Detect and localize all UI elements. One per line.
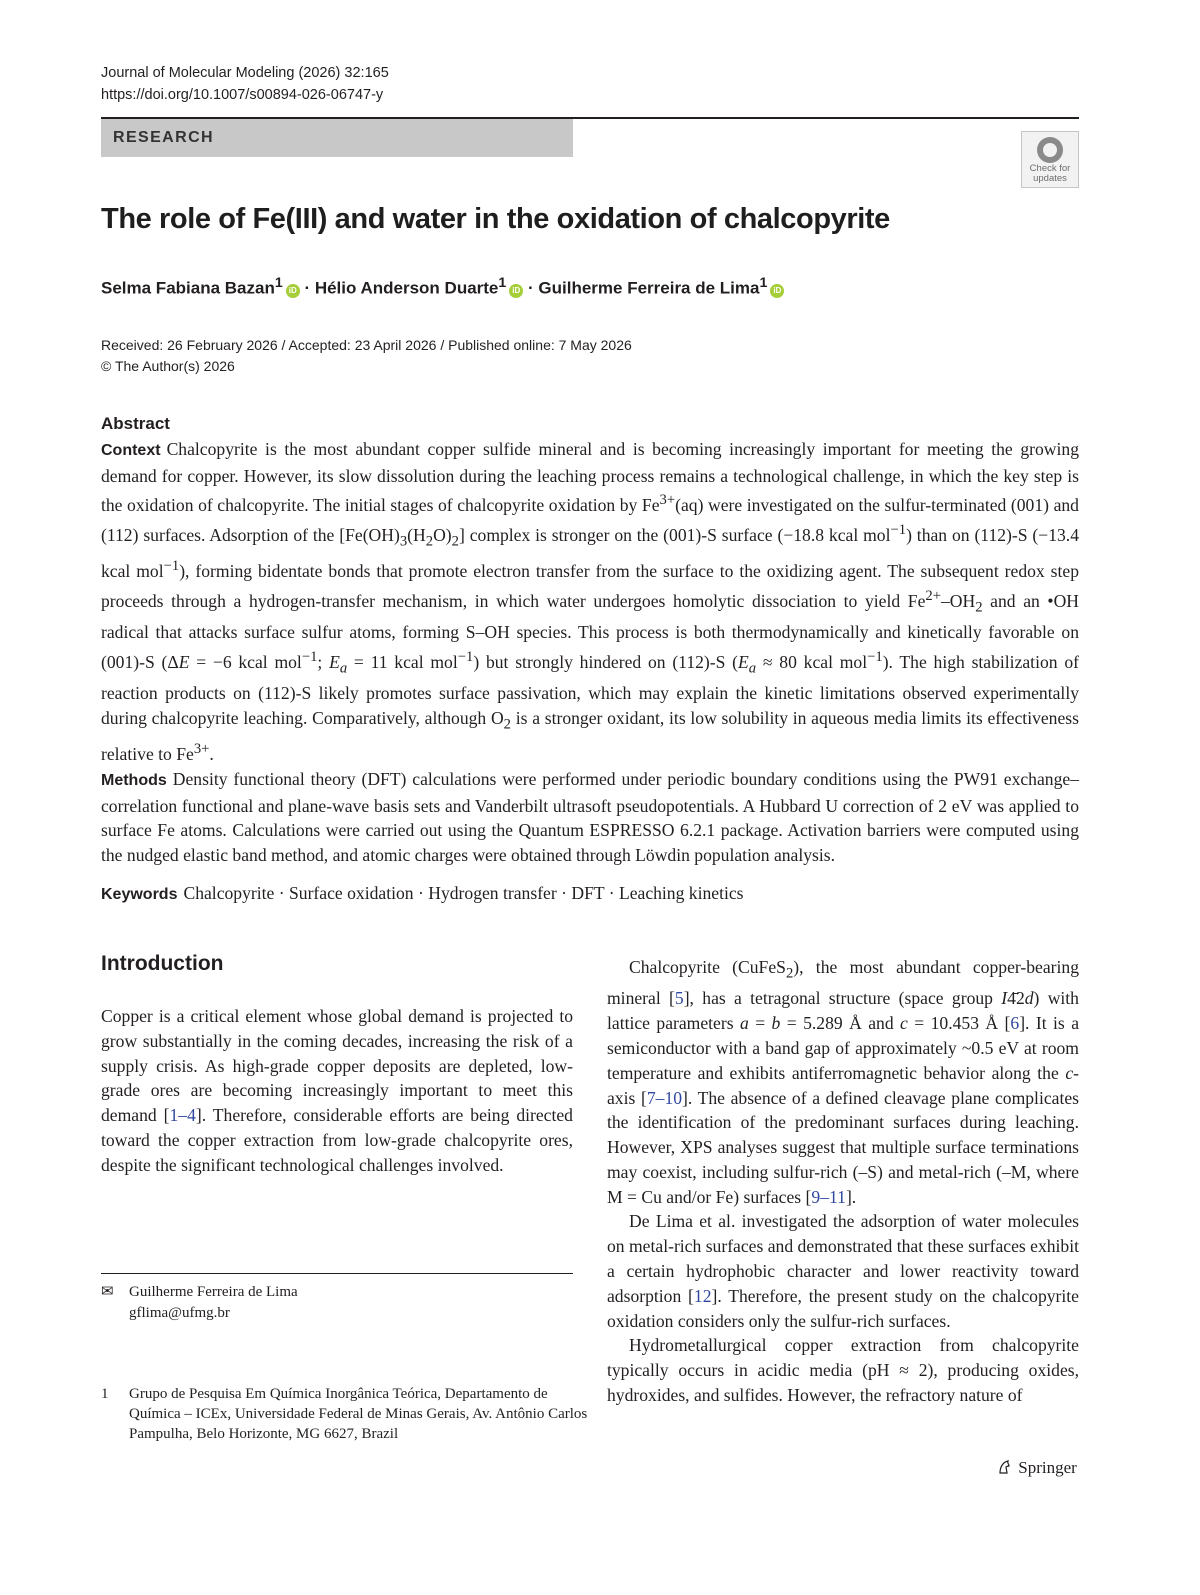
author-name[interactable]: Hélio Anderson Duarte <box>314 278 499 298</box>
methods-text: Density functional theory (DFT) calculations were performed under periodic boundary conditions using the PW91 exchange–correlation functional and plane-wave basis sets and Vanderbilt ultrasoft pseudopotentials. A Hubbard U correction of 2 eV was applied to surface Fe atoms. Calculations were carried out using the Quantum ESPRESSO 6.2.1 package. Activation barriers were computed using the nudged elastic band method, and atomic charges were obtained through Löwdin population analysis. <box>101 768 1079 866</box>
citation-link[interactable]: 6 <box>1010 1013 1020 1034</box>
keywords-label: Keywords <box>101 886 178 903</box>
orcid-icon[interactable]: iD <box>509 284 523 298</box>
section-label: RESEARCH <box>113 129 214 146</box>
keywords-text: Chalcopyrite · Surface oxidation · Hydrogen transfer · DFT · Leaching kinetics <box>183 883 744 903</box>
publisher-name: Springer <box>1018 1458 1077 1477</box>
intro-paragraph: De Lima et al. investigated the adsorption of water molecules on metal-rich surfaces and demonstrated that these surfaces exhibit a certain hydrophobic character and lower reactivity toward adsorption [12]. Therefore, the present study on the chalcopyrite oxidation considers only the sulfur-rich surfaces. <box>607 1211 1079 1331</box>
citation-link[interactable]: 1–4 <box>169 1105 196 1126</box>
crossmark-badge[interactable] <box>1021 131 1079 188</box>
footnote-rule <box>101 1273 573 1274</box>
intro-paragraph: Chalcopyrite (CuFeS$_2$), the most abundant copper-bearing mineral [5], has a tetragonal structure (space group I4̄2d) with lattice parameters a = b = 5.289 Å and c = 10.453 Å [6]. It is a semiconductor with a band gap of approximately ~0.5 eV at room temperature and exhibits antiferromagnetic behavior along the c-axis [7–10]. The absence of a defined cleavage plane complicates the identification of the predominant surfaces during leaching. However, XPS analyses suggest that multiple surface terminations may coexist, including sulfur-rich (–S) and metal-rich (–M, where M = Cu and/or Fe) surfaces [9–11]. <box>607 957 1079 1207</box>
publisher-logo <box>996 1458 1077 1478</box>
affiliation-mark: 1 <box>101 1386 109 1402</box>
article-title: The role of Fe(III) and water in the oxidation of chalcopyrite <box>101 203 890 235</box>
corresponding-email[interactable]: gflima@ufmg.br <box>129 1305 230 1321</box>
corresponding-author <box>101 1282 601 1324</box>
orcid-icon[interactable]: iD <box>770 284 784 298</box>
author-separator: · <box>523 278 539 298</box>
author-affiliation-mark: 1 <box>274 275 283 291</box>
orcid-icon[interactable]: iD <box>286 284 300 298</box>
methods-label: Methods <box>101 771 167 789</box>
crossmark-icon <box>1037 137 1063 163</box>
doi-link[interactable]: https://doi.org/10.1007/s00894-026-06747-y <box>101 87 384 103</box>
right-column <box>607 955 1079 1408</box>
abstract-heading: Abstract <box>101 414 170 433</box>
affiliation-footnote <box>101 1384 601 1444</box>
publication-dates <box>101 335 632 377</box>
affiliation-text: Grupo de Pesquisa Em Química Inorgânica Teórica, Departamento de Química – ICEx, Universidade Federal de Minas Gerais, Av. Antônio Carlos Pampulha, Belo Horizonte, MG 6627, Brazil <box>129 1386 588 1442</box>
introduction-heading: Introduction <box>101 952 224 975</box>
paragraph-text: Copper is a critical element whose global demand is projected to grow substantially in the coming decades, increasing the risk of a supply crisis. As high-grade copper deposits are depleted, low-grade ores are becoming increasingly important to meet this demand [ <box>101 1006 573 1126</box>
paragraph-text: ]. Therefore, considerable efforts are being directed toward the copper extraction from low-grade chalcopyrite ores, despite the significant technological challenges involved. <box>101 1105 573 1175</box>
springer-horse-icon <box>996 1458 1014 1476</box>
author-name[interactable]: Selma Fabiana Bazan <box>101 278 275 298</box>
intro-paragraph <box>101 1004 573 1178</box>
abstract-methods <box>101 767 1079 868</box>
envelope-icon: ✉ <box>101 1284 114 1300</box>
context-label: Context <box>101 441 161 459</box>
corresponding-name: Guilherme Ferreira de Lima <box>129 1284 298 1300</box>
citation-link[interactable]: 7–10 <box>646 1087 683 1108</box>
copyright-line: © The Author(s) 2026 <box>101 358 235 374</box>
citation-link[interactable]: 5 <box>674 988 684 1009</box>
abstract-context: Context Chalcopyrite is the most abundant copper sulfide mineral and is becoming increasingly important for meeting the growing demand for copper. However, its slow dissolution during the leaching process remains a technological challenge, in which the key step is the oxidation of chalcopyrite. The initial stages of chalcopyrite oxidation by $Fe^{3+}(aq)$ were investigated on the sulfur-terminated (001) and (112) surfaces. Adsorption of the $[Fe(OH)_3(H_2O)_2]$ complex is stronger on the (001)-S surface (−18.8 kcal mol$^{-1}$) than on (112)-S (−13.4 kcal mol$^{-1}$), forming bidentate bonds that promote electron transfer from the surface to the oxidizing agent. The subsequent redox step proceeds through a hydrogen-transfer mechanism, in which water undergoes homolytic dissociation to yield $Fe^{2+}-OH_2$ and an •OH radical that attacks surface sulfur atoms, forming S–OH species. This process is both thermodynamically and kinetically favorable on (001)-S (ΔE = −6 kcal mol$^{-1}$; $E_a = 11$ kcal mol$^{-1}$) but strongly hindered on (112)-S ($E_a \approx 80$ kcal mol$^{-1}$). The high stabilization of reaction products on (112)-S likely promotes surface passivation, which may explain the kinetic limitations observed experimentally during chalcopyrite leaching. Comparatively, although $O_2$ is a stronger oxidant, its low solubility in aqueous media limits its effectiveness relative to $Fe^{3+}$. <box>101 438 1079 764</box>
journal-citation: Journal of Molecular Modeling (2026) 32:165 <box>101 65 389 81</box>
crossmark-line-2: updates <box>1033 173 1067 184</box>
citation-link[interactable]: 9–11 <box>811 1186 846 1207</box>
keywords <box>101 881 1079 907</box>
author-affiliation-mark: 1 <box>498 275 507 291</box>
citation-link[interactable]: 12 <box>693 1285 712 1306</box>
abstract <box>101 412 1079 868</box>
author-list <box>101 275 1101 299</box>
author-separator: · <box>299 278 315 298</box>
author-affiliation-mark: 1 <box>759 275 768 291</box>
crossmark-line-1: Check for <box>1029 163 1071 174</box>
author-name[interactable]: Guilherme Ferreira de Lima <box>538 278 760 298</box>
journal-header <box>101 62 389 106</box>
dates-line: Received: 26 February 2026 / Accepted: 23 April 2026 / Published online: 7 May 2026 <box>101 337 632 353</box>
intro-paragraph: Hydrometallurgical copper extraction from chalcopyrite typically occurs in acidic media (pH ≈ 2), producing oxides, hydroxides, and sulfides. However, the refractory nature of <box>607 1335 1079 1406</box>
left-column <box>101 1004 573 1178</box>
